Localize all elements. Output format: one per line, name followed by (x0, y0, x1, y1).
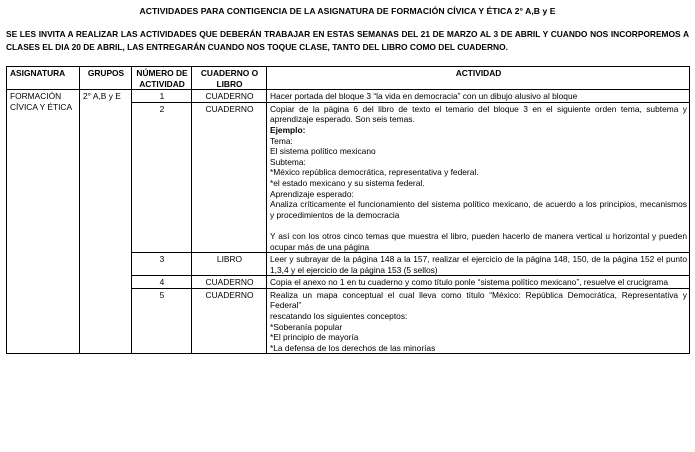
asignatura-cell: FORMACIÓN CÍVICA Y ÉTICA (7, 90, 80, 354)
header-actividad: ACTIVIDAD (267, 67, 690, 90)
header-cuaderno: CUADERNO O LIBRO (192, 67, 267, 90)
table-header-row (7, 67, 690, 90)
activity-number: 3 (132, 253, 192, 276)
activity-text: Hacer portada del bloque 3 “la vida en democracia” con un dibujo alusivo al bloque (267, 90, 690, 103)
aprendizaje-label: Aprendizaje esperado: (270, 188, 354, 199)
aprendizaje-value: Analiza críticamente el funcionamiento del sistema político mexicano, de acuerdo a los principios, mecanismos y procedimientos de la democracia (270, 199, 687, 220)
activities-table (6, 66, 690, 354)
activity-number: 4 (132, 276, 192, 289)
concept-item: *El principio de mayoría (270, 332, 359, 343)
activity-number: 2 (132, 102, 192, 252)
intro-paragraph: SE LES INVITA A REALIZAR LAS ACTIVIDADES QUE DEBERÁN TRABAJAR EN ESTAS SEMANAS DEL 21 DE MARZO AL 3 DE ABRIL Y CUANDO NOS INCORPOREMOS A CLASES EL DIA 20 DE ABRIL, LAS ENTREGARÁN CUANDO NOS TOQUE CLASE, TANTO DEL LIBRO COMO DEL CUADERNO. (6, 29, 689, 52)
activity-text: Copia el anexo no 1 en tu cuaderno y como título ponle “sistema político mexicano”, resuelve el crucigrama (267, 276, 690, 289)
activity-subtext: rescatando los siguientes conceptos: (270, 311, 408, 322)
activity-medium: CUADERNO (192, 288, 267, 354)
activity-text (267, 102, 690, 252)
activity-text (267, 288, 690, 354)
document-title: ACTIVIDADES PARA CONTIGENCIA DE LA ASIGNATURA DE FORMACIÓN CÍVICA Y ÉTICA 2° A,B y E (139, 6, 556, 16)
header-grupos: GRUPOS (80, 67, 132, 90)
header-numero: NÚMERO DE ACTIVIDAD (132, 67, 192, 90)
table-row (7, 90, 690, 103)
subtema-item: *México república democrática, representativa y federal. (270, 167, 479, 178)
activity-description: Realiza un mapa conceptual el cual lleva como título “México: República Democrática, Representativa y Federal” (270, 289, 687, 311)
concept-item: *Soberanía popular (270, 321, 343, 332)
activity-medium: LIBRO (192, 253, 267, 276)
activity-description: Copiar de la página 6 del libro de texto el temario del bloque 3 en el siguiente orden tema, subtema y aprendizaje esperado. Son seis temas. (270, 103, 687, 125)
header-asignatura: ASIGNATURA (7, 67, 80, 90)
subtema-label: Subtema: (270, 156, 306, 167)
activity-note: Y así con los otros cinco temas que muestra el libro, pueden hacerlo de manera vertical u horizontal y pueden ocupar más de una página (270, 230, 687, 252)
activity-medium: CUADERNO (192, 102, 267, 252)
tema-value: El sistema político mexicano (270, 146, 376, 157)
activity-medium: CUADERNO (192, 90, 267, 103)
activity-text: Leer y subrayar de la página 148 a la 157, realizar el ejercicio de la página 148, 150, de la página 152 el punto 1,3,4 y el ejercicio de la página 153 (5 sellos) (267, 253, 690, 276)
activity-number: 5 (132, 288, 192, 354)
concept-item: *La defensa de los derechos de las minorías (270, 342, 436, 353)
subtema-item: *el estado mexicano y su sistema federal. (270, 177, 425, 188)
tema-label: Tema: (270, 135, 293, 146)
example-label: Ejemplo: (270, 124, 306, 135)
grupos-cell: 2° A,B y E (80, 90, 132, 354)
spacer (270, 220, 687, 231)
activity-medium: CUADERNO (192, 276, 267, 289)
activity-number: 1 (132, 90, 192, 103)
